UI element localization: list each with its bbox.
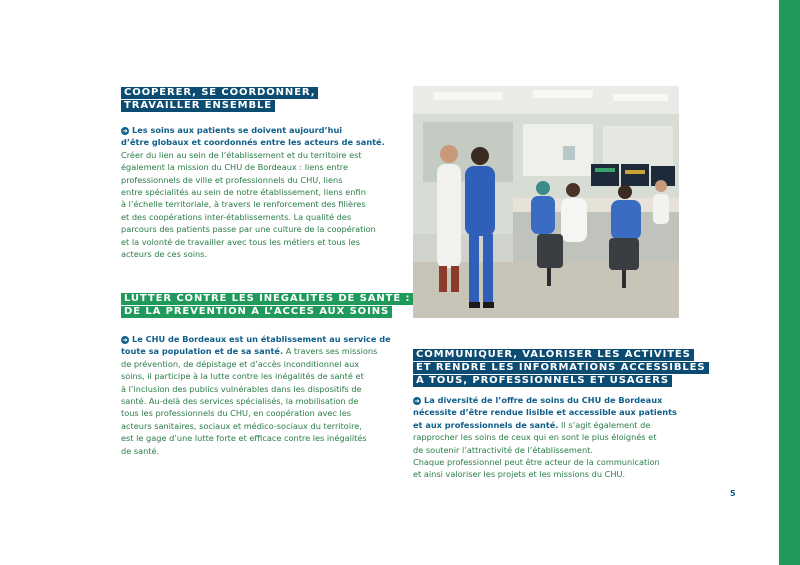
- body-line: parcours des patients passe par une culture de la coopération: [121, 224, 376, 235]
- paragraph-lutter: [121, 333, 396, 457]
- heading-line: LUTTER CONTRE LES INÉGALITÉS DE SANTÉ :: [121, 293, 413, 305]
- paragraph-communiquer: [413, 394, 698, 481]
- heading-line: COOPÉRER, SE COORDONNER,: [121, 87, 318, 99]
- lead-line: et aux professionnels de santé.: [413, 419, 559, 430]
- heading-line: ET RENDRE LES INFORMATIONS ACCESSIBLES: [413, 362, 709, 374]
- body-line: A travers ses missions: [285, 346, 378, 357]
- body-line: et des coopérations inter-établissements. La qualité des: [121, 211, 352, 222]
- body-line: santé. Au-delà des services spécialisés, la mobilisation de: [121, 396, 359, 407]
- lead-line: La diversité de l’offre de soins du CHU de Bordeaux: [424, 395, 663, 405]
- heading-cooperer: [121, 87, 318, 113]
- body-line: et la volonté de travailler avec tous les métiers et tous les: [121, 236, 360, 247]
- body-line: de soutenir l’attractivité de l’établissement.: [413, 444, 593, 455]
- body-line: est le gage d’une lutte forte et efficace contre les inégalités: [121, 433, 367, 444]
- heading-line: TRAVAILLER ENSEMBLE: [121, 100, 275, 112]
- body-line: et ainsi valoriser les projets et les missions du CHU.: [413, 469, 626, 480]
- body-line: à l’inclusion des publics vulnérables dans les dispositifs de: [121, 383, 362, 394]
- lead-line: d’être globaux et coordonnés entre les acteurs de santé.: [121, 137, 385, 148]
- body-line: à l’échelle territoriale, à travers le renforcement des filières: [121, 199, 366, 210]
- lead-line: Le CHU de Bordeaux est un établissement au service de: [132, 334, 391, 344]
- heading-line: À TOUS, PROFESSIONNELS ET USAGERS: [413, 375, 672, 387]
- body-line: acteurs de ces soins.: [121, 249, 208, 260]
- lead-line: nécessite d’être rendue lisible et accessible aux patients: [413, 407, 677, 418]
- body-line: également la mission du CHU de Bordeaux : liens entre: [121, 162, 349, 173]
- side-stripe: [779, 0, 800, 565]
- body-line: soins, il participe à la lutte contre les inégalités de santé et: [121, 371, 364, 382]
- arrow-circle-icon: ➜: [414, 397, 420, 405]
- heading-line: DE LA PRÉVENTION À L’ACCÈS AUX SOINS: [121, 306, 392, 318]
- arrow-circle-icon: ➜: [122, 127, 128, 135]
- body-line: Il s’agit également de: [561, 419, 651, 430]
- body-line: rapprocher les soins de ceux qui en sont le plus éloignés et: [413, 432, 657, 443]
- lead-line: Les soins aux patients se doivent aujourd’hui: [132, 125, 343, 135]
- arrow-circle-icon: ➜: [122, 336, 128, 344]
- body-line: entre spécialités au sein de notre établissement, liens enfin: [121, 187, 366, 198]
- hospital-photo: [413, 86, 679, 318]
- paragraph-cooperer: [121, 124, 396, 260]
- body-line: professionnels de ville et professionnels du CHU, liens: [121, 174, 343, 185]
- body-line: de prévention, de dépistage et d’accès inconditionnel aux: [121, 358, 360, 369]
- heading-line: COMMUNIQUER, VALORISER LES ACTIVITÉS: [413, 349, 694, 361]
- heading-lutter: [121, 293, 413, 319]
- body-line: Créer du lien au sein de l’établissement et du territoire est: [121, 149, 362, 160]
- lead-line: toute sa population et de sa santé.: [121, 346, 284, 357]
- body-line: acteurs sanitaires, sociaux et médico-sociaux du territoire,: [121, 420, 362, 431]
- heading-communiquer: [413, 349, 709, 388]
- body-line: de santé.: [121, 445, 160, 456]
- page-number: 5: [730, 489, 736, 498]
- body-line: tous les professionnels du CHU, en coopération avec les: [121, 408, 352, 419]
- body-line: Chaque professionnel peut être acteur de la communication: [413, 457, 660, 468]
